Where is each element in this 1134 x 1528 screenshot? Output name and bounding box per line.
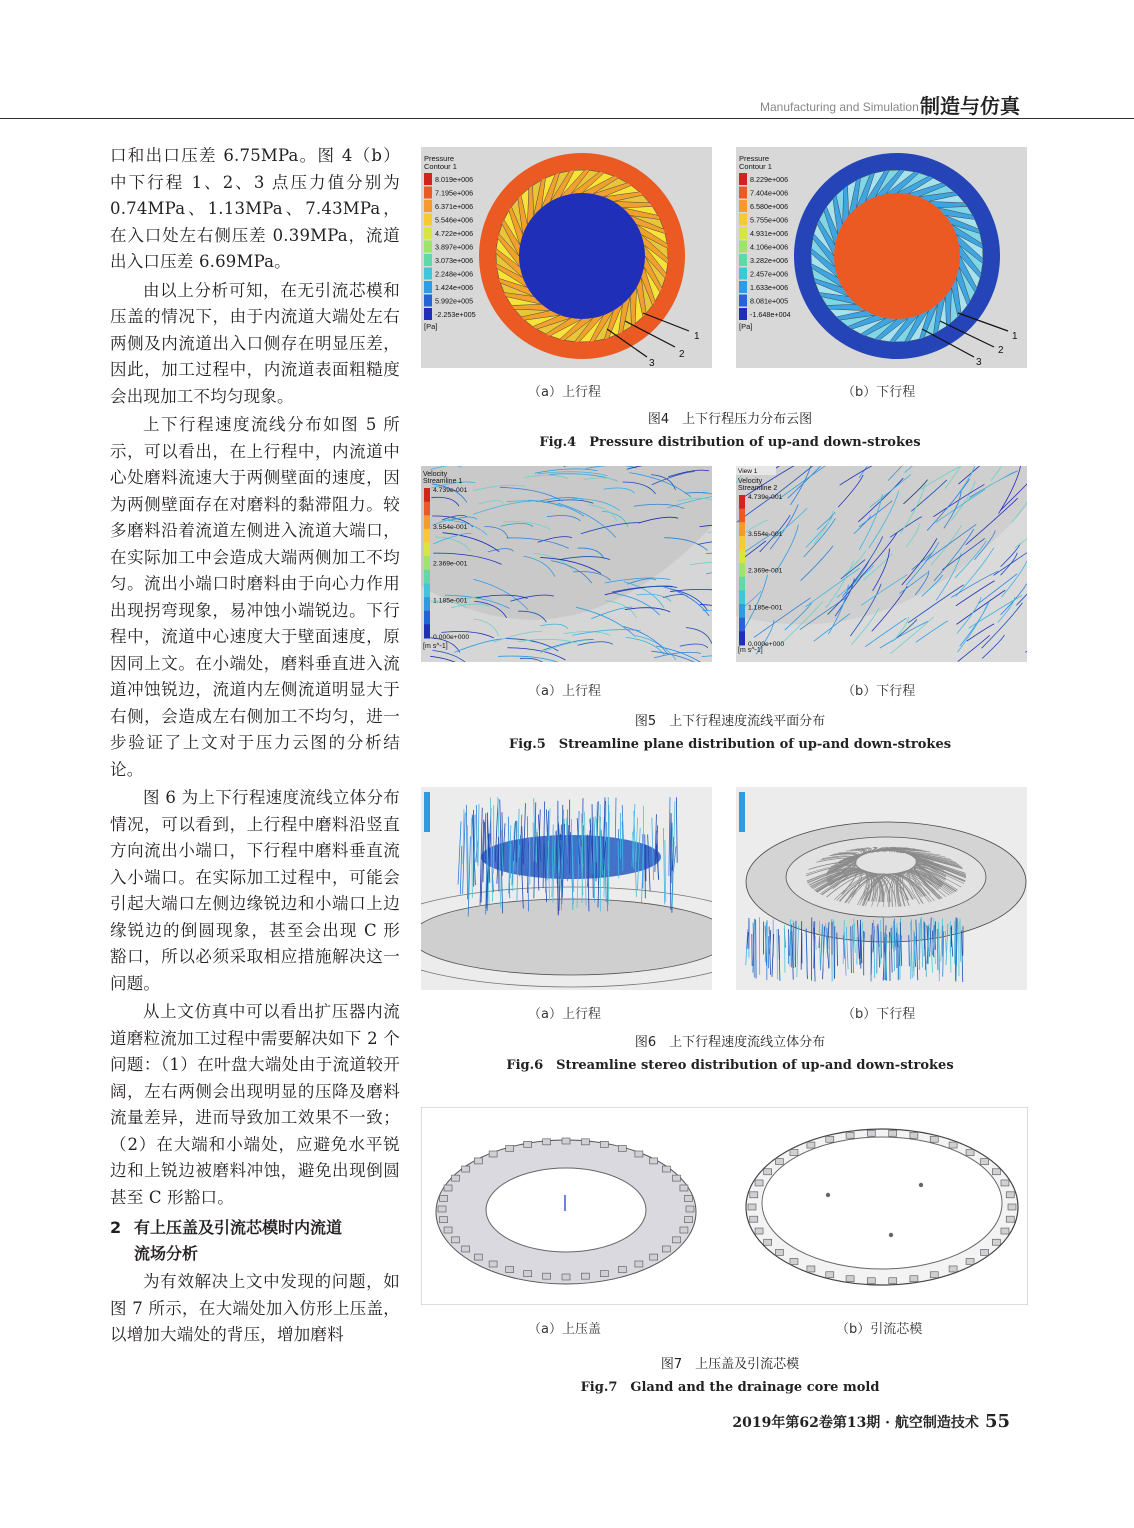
- fig7a-label: （a）上压盖: [528, 1322, 601, 1337]
- stereo-streamline: [860, 924, 861, 965]
- fig4a-legend-value: 3.897e+006: [435, 242, 474, 252]
- page-number: 55: [984, 1411, 1010, 1432]
- ring-tooth: [807, 1142, 815, 1148]
- fig7a-gland-model: [436, 1138, 696, 1284]
- fig4a-legend-swatch: [424, 173, 432, 185]
- fig7b-core-mold-model: [746, 1129, 1018, 1285]
- fig4a-legend-swatch: [424, 241, 432, 253]
- ring-tooth: [650, 1254, 658, 1260]
- fig5a-legend-title-1: Velocity: [423, 471, 448, 478]
- fig5a-colorbar-segment: [424, 583, 430, 597]
- fig4a-legend-swatch: [424, 281, 432, 293]
- paragraph-5: 从上文仿真中可以看出扩压器内流道磨粒流加工过程中需要解决如下 2 个问题：（1）在叶盘大端处由于流道较开阔，左右两侧会出现明显的压降及磨料流量差异，进而导致加工效果不一致；（2）在大端和小端处，应避免水平锐边和上锐边被磨料冲蚀，避免出现倒圆甚至 C 形豁口。: [110, 1002, 400, 1207]
- fig4b-legend-swatch: [739, 295, 747, 307]
- ring-tooth: [889, 1130, 897, 1136]
- ring-tooth: [635, 1261, 643, 1267]
- fig7-caption-en: Fig.7 Gland and the drainage core mold: [580, 1380, 880, 1395]
- fig4a-legend-value: 2.248e+006: [435, 269, 474, 279]
- header-rule: [0, 118, 1134, 119]
- stereo-streamline: [477, 805, 478, 863]
- fig4a-legend-unit: [Pa]: [424, 322, 438, 331]
- ring-tooth: [543, 1273, 551, 1279]
- stereo-streamline: [823, 927, 824, 971]
- fig6b-streamline-stereo-image: [736, 787, 1027, 990]
- fig4b-legend-value: 4.931e+006: [750, 229, 789, 238]
- fig5b-label: （b）下行程: [842, 684, 916, 699]
- fig4a-legend-value: 5.992e+005: [435, 296, 474, 306]
- fig5b-view-label: View 1: [738, 468, 758, 475]
- fig4b-legend-value: 8.229e+006: [750, 175, 789, 184]
- fig4a-legend-value: -2.253e+005: [435, 310, 476, 319]
- fig4a-legend-swatch: [424, 187, 432, 199]
- fig4a-legend-swatch: [424, 254, 432, 266]
- fig4-caption-en: Fig.4 Pressure distribution of up-and down-strokes: [539, 435, 921, 450]
- fig5a-label: （a）上行程: [528, 684, 601, 699]
- fig4b-legend-value: 2.457e+006: [750, 269, 789, 279]
- section-title-line-2: 流场分析: [134, 1244, 199, 1263]
- fig5a-legend-value: 3.554e-001: [433, 523, 468, 531]
- fig5-caption-cn: 图5 上下行程速度流线平面分布: [634, 714, 826, 729]
- ring-tooth: [581, 1139, 589, 1145]
- fig5a-colorbar-segment: [424, 556, 430, 570]
- fig5b-colorbar-segment: [739, 604, 745, 618]
- header-english: Manufacturing and Simulation: [760, 100, 919, 114]
- ring-tooth: [930, 1136, 938, 1142]
- ring-tooth: [686, 1206, 694, 1212]
- fig6-caption-cn: 图6 上下行程速度流线立体分布: [634, 1035, 826, 1050]
- fig6-caption-en: Fig.6 Streamline stereo distribution of up-and down-strokes: [506, 1058, 954, 1073]
- ring-tooth: [1008, 1204, 1016, 1210]
- fig5a-colorbar-segment: [424, 529, 430, 543]
- ring-tooth: [1001, 1228, 1009, 1234]
- ring-tooth: [440, 1195, 448, 1201]
- fig4b-legend-value: 7.404e+006: [750, 188, 789, 198]
- fig5b-legend-value: 2.369e-001: [748, 567, 783, 575]
- ring-tooth: [672, 1237, 680, 1243]
- fig5b-legend-value: 3.554e-001: [748, 530, 783, 538]
- fig5a-colorbar-segment: [424, 624, 430, 638]
- fig5a-legend-unit: [m s^-1]: [423, 643, 448, 650]
- fig4b-pressure-contour-image: [736, 147, 1027, 368]
- ring-tooth: [489, 1261, 497, 1267]
- fig4a-legend-swatch: [424, 200, 432, 212]
- fig4a-point-1: 1: [694, 331, 700, 342]
- ring-tooth: [680, 1185, 688, 1191]
- fig4a-legend-swatch: [424, 295, 432, 307]
- ring-tooth: [966, 1150, 974, 1156]
- fig4b-legend-swatch: [739, 200, 747, 212]
- ring-tooth: [684, 1195, 692, 1201]
- ring-tooth: [506, 1145, 514, 1151]
- ring-tooth: [790, 1150, 798, 1156]
- fig4b-point-3: 3: [976, 357, 982, 368]
- ring-tooth: [1006, 1216, 1014, 1222]
- fig5b-colorbar-segment: [739, 509, 745, 523]
- ring-tooth: [506, 1267, 514, 1273]
- ring-tooth: [949, 1266, 957, 1272]
- fig4a-legend-value: 4.722e+006: [435, 229, 474, 238]
- ring-tooth: [867, 1278, 875, 1284]
- fig5a-colorbar-segment: [424, 611, 430, 625]
- ring-tooth: [949, 1142, 957, 1148]
- ring-tooth: [600, 1141, 608, 1147]
- fig5b-colorbar-segment: [739, 522, 745, 536]
- ring-tooth: [543, 1139, 551, 1145]
- fig4b-point-1: 1: [1012, 331, 1018, 342]
- fig4b-legend-title-2: Contour 1: [739, 162, 772, 171]
- fig5b-colorbar-segment: [739, 577, 745, 591]
- ring-tooth: [764, 1239, 772, 1245]
- fig5b-legend-value: 1.185e-001: [748, 604, 783, 612]
- fig5a-streamline-plane-image: [421, 466, 712, 662]
- ring-tooth: [524, 1141, 532, 1147]
- stereo-streamline: [485, 813, 486, 863]
- ring-tooth: [755, 1228, 763, 1234]
- fig4a-legend-swatch: [424, 227, 432, 239]
- fig4a-legend-title-1: Pressure: [424, 154, 455, 163]
- ring-tooth: [474, 1158, 482, 1164]
- ring-tooth: [826, 1136, 834, 1142]
- fig5b-streamline-plane-image: [736, 466, 1027, 662]
- fig5b-colorbar-segment: [739, 550, 745, 564]
- fig5b-colorbar-segment: [739, 495, 745, 509]
- section-title-line-1: 有上压盖及引流芯模时内流道: [134, 1218, 343, 1237]
- fig4b-legend-value: 4.106e+006: [750, 242, 789, 252]
- fig4a-point-2: 2: [679, 349, 685, 360]
- ring-tooth: [750, 1192, 758, 1198]
- ring-tooth: [750, 1216, 758, 1222]
- ring-tooth: [524, 1271, 532, 1277]
- fig4b-legend: [739, 154, 791, 331]
- fig5b-colorbar-segment: [739, 563, 745, 577]
- fig4b-legend-swatch: [739, 254, 747, 266]
- ring-tooth: [775, 1249, 783, 1255]
- ring-tooth: [562, 1138, 570, 1144]
- ring-tooth: [618, 1267, 626, 1273]
- fig4b-legend-value: 1.633e+006: [750, 283, 789, 292]
- ring-tooth: [846, 1132, 854, 1138]
- ring-tooth: [930, 1272, 938, 1278]
- ring-tooth: [966, 1258, 974, 1264]
- fig6b-label: （b）下行程: [842, 1007, 916, 1022]
- fig4b-legend-value: 8.081e+005: [750, 296, 789, 306]
- stereo-streamline: [498, 837, 499, 892]
- fig7b-label: （b）引流芯模: [836, 1322, 923, 1337]
- fig4a-legend-value: 7.195e+006: [435, 188, 474, 198]
- fig5b-colorbar-segment: [739, 631, 745, 645]
- ring-tooth: [438, 1206, 446, 1212]
- ring-tooth: [672, 1175, 680, 1181]
- ring-tooth: [775, 1159, 783, 1165]
- fig4a-legend-value: 8.019e+006: [435, 175, 474, 184]
- ring-tooth: [635, 1151, 643, 1157]
- ring-tooth: [600, 1271, 608, 1277]
- fig4b-point-2: 2: [998, 345, 1004, 356]
- fig4a-legend-swatch: [424, 268, 432, 280]
- fig4b-legend-swatch: [739, 268, 747, 280]
- ring-tooth: [562, 1274, 570, 1280]
- fig4b-legend-value: 3.282e+006: [750, 256, 789, 265]
- ring-tooth: [452, 1175, 460, 1181]
- stereo-streamline: [777, 929, 778, 979]
- footer-journal: 2019年第62卷第13期 · 航空制造技术: [732, 1415, 979, 1431]
- fig6a-label: （a）上行程: [528, 1007, 601, 1022]
- ring-tooth: [807, 1266, 815, 1272]
- page-footer: [700, 1411, 1010, 1432]
- fig5a-colorbar-segment: [424, 597, 430, 611]
- fig4b-legend-value: 5.755e+006: [750, 215, 789, 225]
- fig4a-legend-title-2: Contour 1: [424, 162, 457, 171]
- fig4a-legend-swatch: [424, 214, 432, 226]
- ring-tooth: [489, 1151, 497, 1157]
- fig4b-legend-swatch: [739, 281, 747, 293]
- fig4a-point-3: 3: [649, 358, 655, 368]
- ring-tooth: [462, 1166, 470, 1172]
- ring-tooth: [684, 1217, 692, 1223]
- fig4b-legend-swatch: [739, 227, 747, 239]
- fig4a-legend: [424, 154, 476, 331]
- ring-tooth: [444, 1227, 452, 1233]
- ring-tooth: [1006, 1192, 1014, 1198]
- fig6a-streamline-stereo-image: [421, 787, 712, 990]
- fig5a-legend-value: 4.739e-001: [433, 487, 468, 494]
- section-heading: [110, 1215, 400, 1267]
- fig5b-colorbar-segment: [739, 590, 745, 604]
- fig5b-colorbar-segment: [739, 618, 745, 632]
- fig5a-colorbar-segment: [424, 570, 430, 584]
- ring-tooth: [889, 1278, 897, 1284]
- fig5a-legend-value: 2.369e-001: [433, 560, 468, 568]
- fig5b-legend-unit: [m s^-1]: [738, 647, 763, 654]
- fig4b-legend-value: -1.648e+004: [750, 310, 791, 319]
- fig4b-legend-swatch: [739, 173, 747, 185]
- fig4a-legend-value: 6.371e+006: [435, 202, 474, 211]
- fig4b-legend-value: 6.580e+006: [750, 202, 789, 211]
- fig5b-legend-title-1: Velocity: [738, 478, 763, 485]
- stereo-streamline: [645, 834, 646, 898]
- ring-tooth: [618, 1145, 626, 1151]
- ring-tooth: [826, 1272, 834, 1278]
- fig5-caption-en: Fig.5 Streamline plane distribution of up-and down-strokes: [508, 737, 952, 752]
- stereo-streamline: [801, 921, 802, 970]
- ring-tooth: [581, 1273, 589, 1279]
- ring-tooth: [462, 1246, 470, 1252]
- ring-tooth: [867, 1130, 875, 1136]
- paragraph-2: 由以上分析可知，在无引流芯模和压盖的情况下，由于内流道大端处左右两侧及内流道出入口侧存在明显压差，因此，加工过程中，内流道表面粗糙度会出现加工不均匀现象。: [110, 280, 400, 406]
- section-number: 2: [110, 1218, 122, 1237]
- ring-tooth: [650, 1158, 658, 1164]
- ring-tooth: [755, 1180, 763, 1186]
- fig4a-pressure-contour-image: [421, 147, 712, 368]
- ring-tooth: [662, 1246, 670, 1252]
- fig4b-legend-swatch: [739, 214, 747, 226]
- fig4a-legend-value: 3.073e+006: [435, 256, 474, 265]
- ring-tooth: [440, 1217, 448, 1223]
- ring-tooth: [662, 1166, 670, 1172]
- ring-tooth: [452, 1237, 460, 1243]
- ring-tooth: [910, 1132, 918, 1138]
- fig5a-colorbar-segment: [424, 543, 430, 557]
- header-chinese: 制造与仿真: [920, 94, 1020, 118]
- ring-tooth: [981, 1249, 989, 1255]
- fig5b-colorbar-segment: [739, 536, 745, 550]
- ring-tooth: [992, 1239, 1000, 1245]
- body-text-column: [110, 143, 400, 1351]
- ring-tooth: [910, 1276, 918, 1282]
- paragraph-1: 口和出口压差 6.75MPa。图 4（b）中下行程 1、2、3 点压力值分别为 0.74MPa、1.13MPa、7.43MPa，在入口处左右侧压差 0.39MPa，流道出入口压差 6.69MPa。: [110, 146, 400, 271]
- paragraph-3: 上下行程速度流线分布如图 5 所示，可以看出，在上行程中，内流道中心处磨料流速大于两侧壁面的速度，因为两侧壁面存在对磨料的黏滞阻力。较多磨料沿着流道左侧进入流道大端口，在实际加工中会造成大端两侧加工不均匀。流出小端口时磨料由于向心力作用出现拐弯现象，易冲蚀小端锐边。下行程中，流道中心速度大于壁面速度，原因同上文。在小端处，磨料垂直进入流道冲蚀锐边，流道内左侧流道明显大于右侧，会造成左右侧加工不均匀，进一步验证了上文对于压力云图的分析结论。: [110, 415, 400, 779]
- fig4a-legend-value: 1.424e+006: [435, 283, 474, 292]
- ring-tooth: [748, 1204, 756, 1210]
- fig5b-legend-value: 4.739e-001: [748, 494, 783, 501]
- fig5b-legend-title-2: Streamline 2: [738, 485, 778, 492]
- ring-tooth: [992, 1169, 1000, 1175]
- fig7-models-frame: [421, 1107, 1028, 1305]
- fig4b-legend-swatch: [739, 187, 747, 199]
- fig4b-legend-swatch: [739, 308, 747, 320]
- fig5a-legend-value: 0.000e+000: [433, 634, 470, 641]
- fig5a-colorbar-segment: [424, 488, 430, 502]
- fig4a-legend-value: 5.546e+006: [435, 215, 474, 225]
- ring-tooth: [981, 1159, 989, 1165]
- ring-tooth: [790, 1258, 798, 1264]
- fig5a-legend-title-2: Streamline 1: [423, 478, 463, 485]
- ring-tooth: [1001, 1180, 1009, 1186]
- ring-tooth: [680, 1227, 688, 1233]
- ring-tooth: [444, 1185, 452, 1191]
- fig4a-label: （a）上行程: [528, 385, 601, 400]
- fig5a-colorbar-segment: [424, 502, 430, 516]
- fig5a-legend-value: 1.185e-001: [433, 597, 468, 605]
- fig4b-legend-unit: [Pa]: [739, 322, 753, 331]
- fig4b-label: （b）下行程: [842, 385, 916, 400]
- fig4b-legend-swatch: [739, 241, 747, 253]
- fig4b-legend-title-1: Pressure: [739, 154, 770, 163]
- ring-tooth: [764, 1169, 772, 1175]
- ring-tooth: [474, 1254, 482, 1260]
- paragraph-4: 图 6 为上下行程速度流线立体分布情况，可以看到，上行程中磨料沿竖直方向流出小端口，下行程中磨料垂直流入小端口。在实际加工过程中，可能会引起大端口左侧边缘锐边和小端口上边缘锐边的倒圆现象，甚至会出现 C 形豁口，所以必须采取相应措施解决这一问题。: [110, 788, 400, 993]
- ring-tooth: [846, 1276, 854, 1282]
- fig5b-legend-value: 0.000e+000: [748, 641, 785, 648]
- fig7-caption-cn: 图7 上压盖及引流芯模: [660, 1357, 800, 1372]
- fig5a-colorbar-segment: [424, 515, 430, 529]
- paragraph-6: 为有效解决上文中发现的问题，如图 7 所示，在大端处加入仿形上压盖，以增加大端处的背压，增加磨料: [110, 1272, 400, 1344]
- fig4-caption-cn: 图4 上下行程压力分布云图: [647, 412, 813, 427]
- fig4a-legend-swatch: [424, 308, 432, 320]
